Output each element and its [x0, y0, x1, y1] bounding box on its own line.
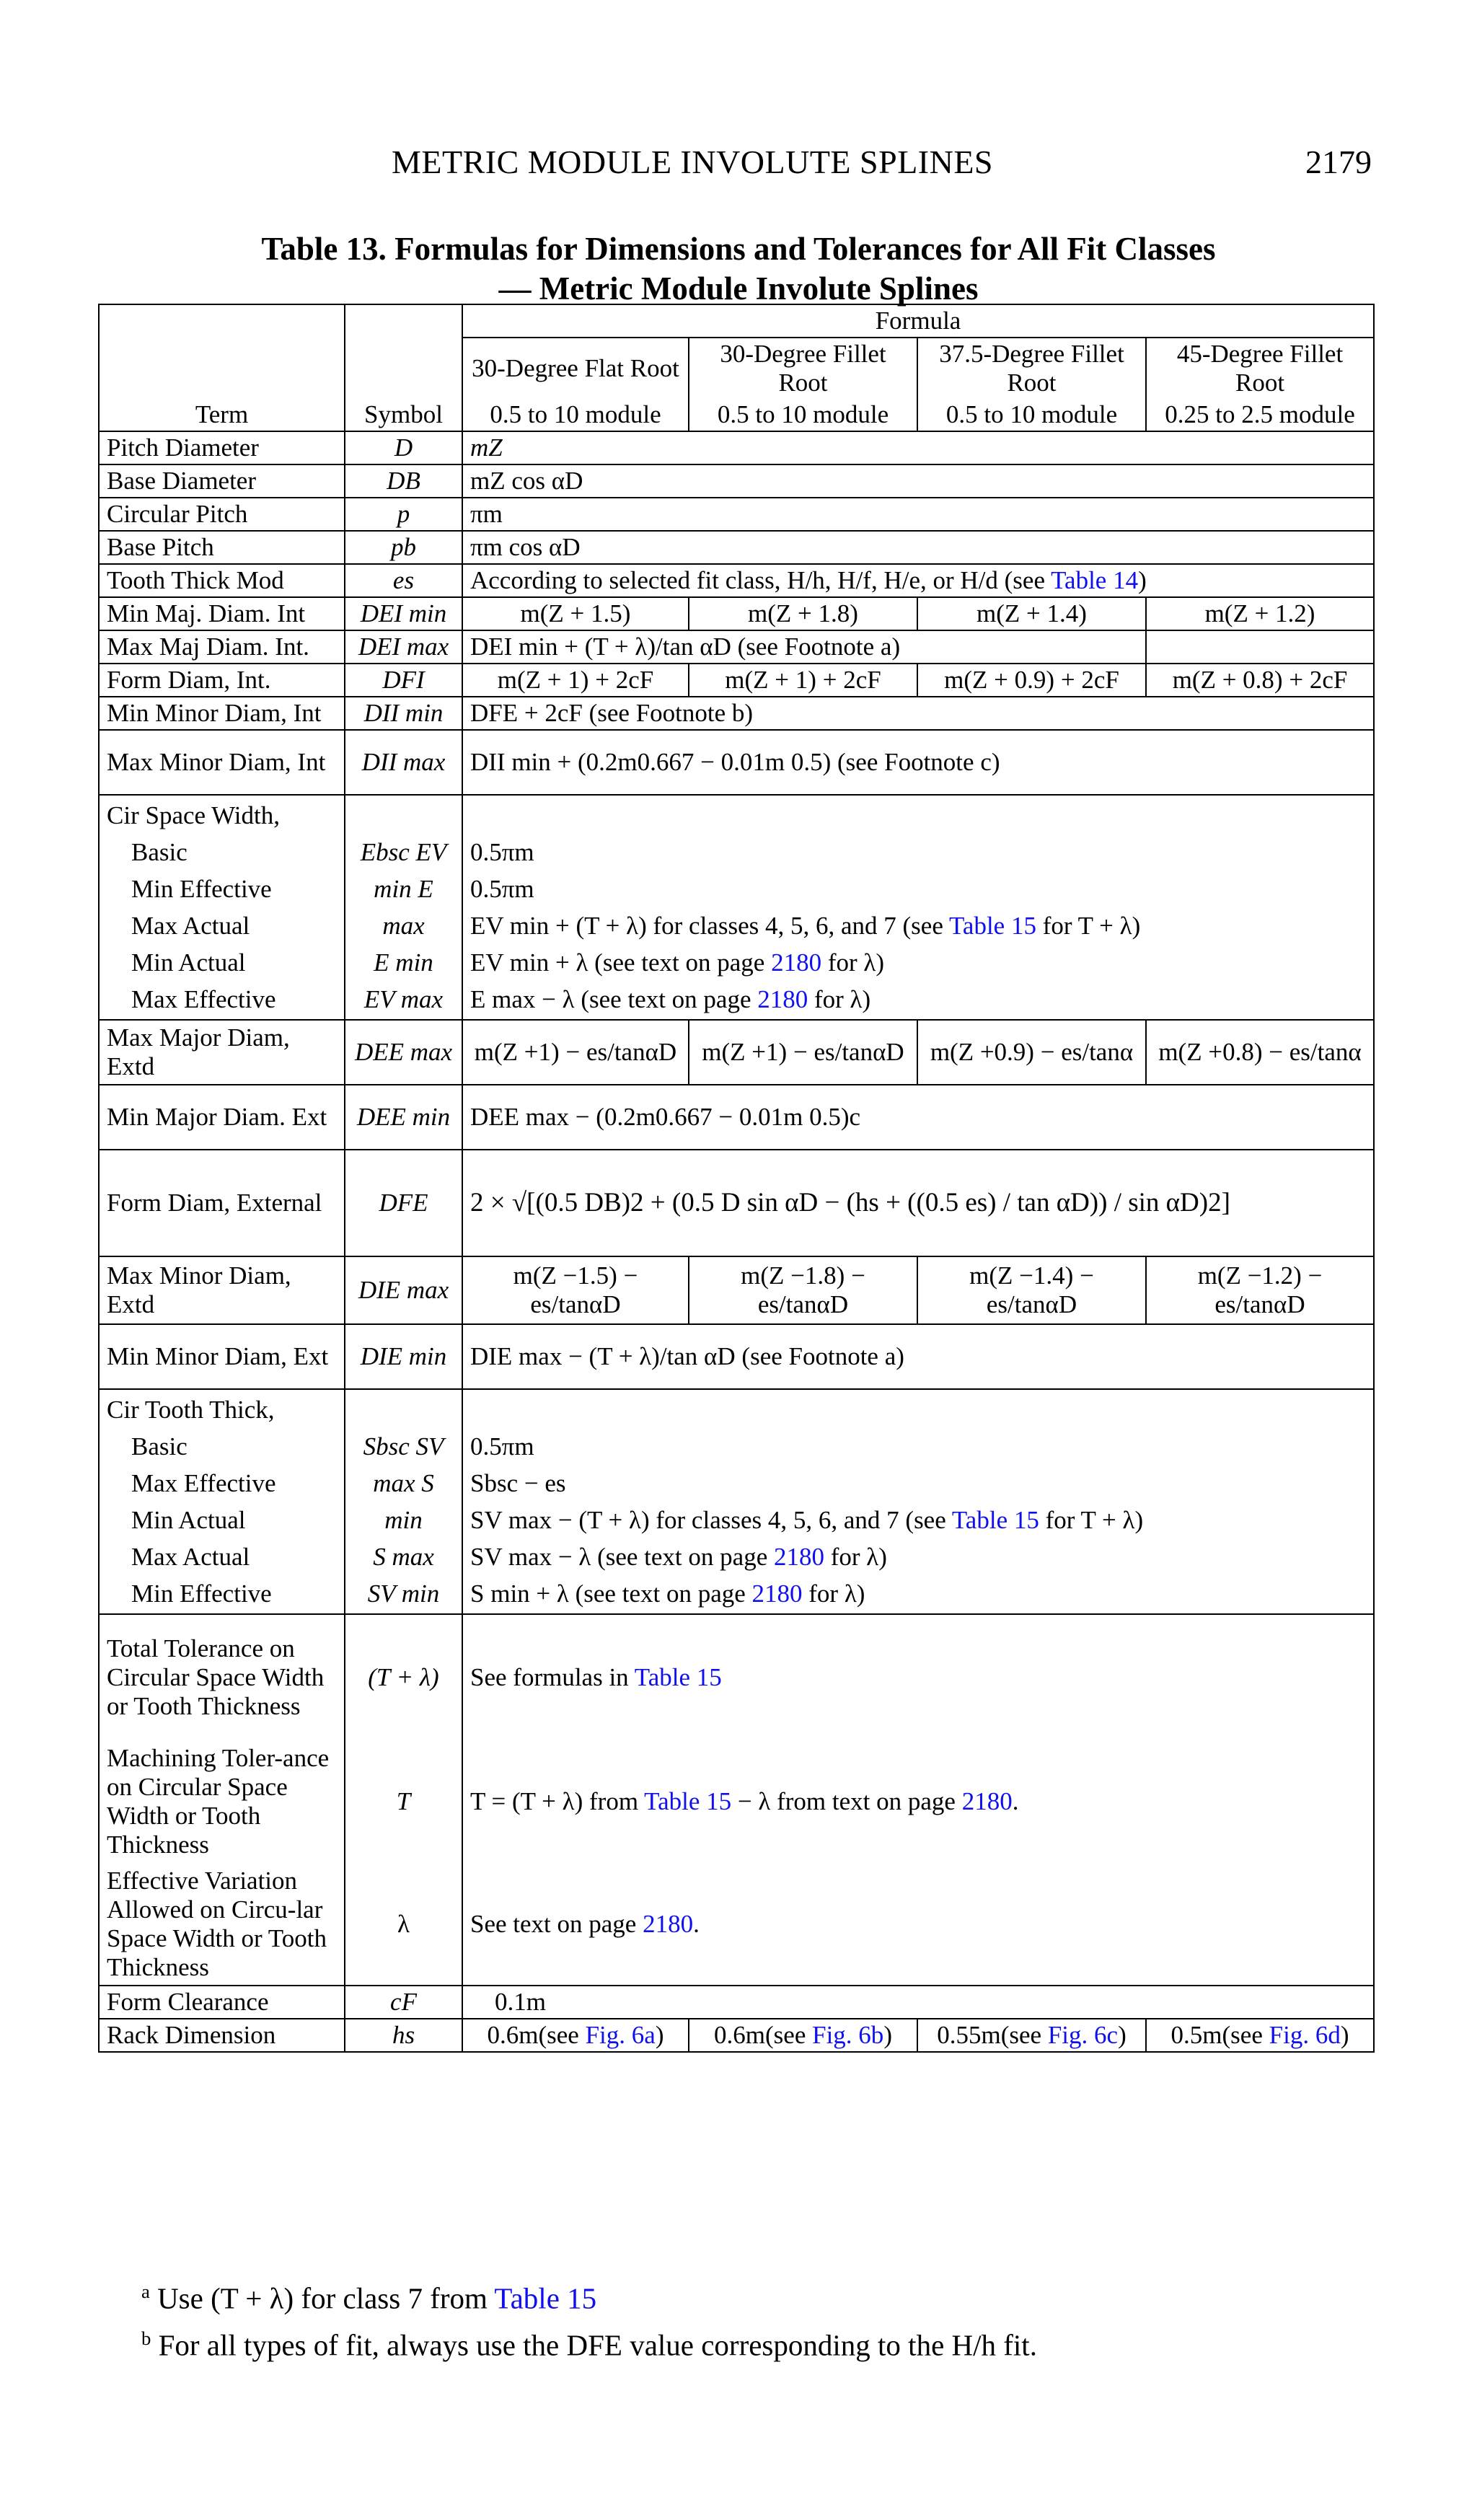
- footnotes: [141, 2272, 1037, 2365]
- table-row: [99, 1740, 1374, 1863]
- cir-tooth-thick-group: [99, 1389, 1374, 1614]
- page-header: [0, 143, 1477, 186]
- formula-cell: 0.5m(see Fig. 6d): [1146, 2019, 1374, 2052]
- root-type-header: 45-Degree Fillet Root: [1146, 338, 1374, 399]
- symbol-cell: [345, 795, 462, 1020]
- formulas-table: [98, 304, 1375, 2053]
- formula-line: 0.5πm: [470, 1432, 534, 1461]
- root-type-header: 30-Degree Flat Root: [462, 338, 689, 399]
- formula-cell: m(Z + 1) + 2cF: [462, 664, 689, 697]
- formula-cell: DII min + (0.2m0.667 − 0.01m 0.5) (see Footnote c): [462, 730, 1374, 795]
- formula-cell: m(Z −1.5) − es/tanαD: [462, 1256, 689, 1324]
- term-cell: Min Minor Diam, Ext: [99, 1324, 345, 1389]
- table-row: [99, 1020, 1374, 1085]
- term-cell: Pitch Diameter: [99, 431, 345, 464]
- symbol-line: S max: [373, 1543, 434, 1571]
- term-line: Min Actual: [131, 948, 246, 977]
- header-row-1: [99, 304, 1374, 338]
- formula-line: 0.5πm: [470, 875, 534, 903]
- formula-line: Sbsc − es: [470, 1469, 566, 1497]
- symbol-cell: DIE max: [345, 1256, 462, 1324]
- formula-cell: m(Z −1.4) − es/tanαD: [917, 1256, 1146, 1324]
- formula-header: Formula: [462, 304, 1374, 338]
- symbol-column-header: Symbol: [345, 304, 462, 431]
- symbol-cell: DII max: [345, 730, 462, 795]
- symbol-line: min: [384, 1506, 423, 1534]
- form-diam-formula-cell: 2 × √[(0.5 DB)2 + (0.5 D sin αD − (hs + ((0.5 es) / tan αD)) / sin αD)2]: [462, 1150, 1374, 1256]
- formula-cell: m(Z + 1.2): [1146, 597, 1374, 630]
- caption-line-2: — Metric Module Involute Splines: [498, 270, 979, 307]
- term-line: Min Actual: [131, 1506, 246, 1534]
- table-row: [99, 1614, 1374, 1740]
- formula-cell: DIE max − (T + λ)/tan αD (see Footnote a): [462, 1324, 1374, 1389]
- formula-cell: See formulas in Table 15: [462, 1614, 1374, 1740]
- term-cell: Max Maj Diam. Int.: [99, 630, 345, 664]
- formula-cell: m(Z +0.9) − es/tanα: [917, 1020, 1146, 1085]
- module-range-header: 0.5 to 10 module: [462, 399, 689, 431]
- symbol-cell: es: [345, 564, 462, 597]
- page-2180-link[interactable]: 2180: [773, 1543, 824, 1571]
- group-title: Cir Tooth Thick,: [107, 1396, 275, 1424]
- term-cell: Tooth Thick Mod: [99, 564, 345, 597]
- table-row: [99, 697, 1374, 730]
- fig-6a-link[interactable]: Fig. 6a: [585, 2021, 656, 2049]
- formula-cell: m(Z + 1.5): [462, 597, 689, 630]
- page-2180-link[interactable]: 2180: [771, 948, 822, 977]
- formula-cell: m(Z +1) − es/tanαD: [462, 1020, 689, 1085]
- term-cell: Max Minor Diam, Int: [99, 730, 345, 795]
- term-column-header: Term: [99, 304, 345, 431]
- symbol-cell: DIE min: [345, 1324, 462, 1389]
- formula-cell: T = (T + λ) from Table 15 − λ from text on page 2180.: [462, 1740, 1374, 1863]
- term-line: Max Actual: [131, 912, 250, 940]
- empty-cell: [1146, 630, 1374, 664]
- table-15-link[interactable]: Table 15: [634, 1663, 722, 1691]
- page-2180-link[interactable]: 2180: [643, 1909, 694, 1938]
- term-cell: Form Clearance: [99, 1986, 345, 2019]
- term-cell: [99, 795, 345, 1020]
- table-row: [99, 464, 1374, 498]
- root-type-header: 30-Degree Fillet Root: [689, 338, 917, 399]
- table-row: [99, 1150, 1374, 1256]
- formula-cell: πm: [462, 498, 1374, 531]
- symbol-cell: DFE: [345, 1150, 462, 1256]
- formula-line: 0.5πm: [470, 838, 534, 866]
- formula-cell: 0.6m(see Fig. 6a): [462, 2019, 689, 2052]
- table-row: [99, 630, 1374, 664]
- term-cell: Base Pitch: [99, 531, 345, 564]
- symbol-cell: (T + λ): [345, 1614, 462, 1740]
- term-line: Min Effective: [131, 1580, 272, 1608]
- footnote-a: $^a$ Use (T + λ) for class 7 from Table 15: [141, 2281, 597, 2315]
- symbol-cell: DEI max: [345, 630, 462, 664]
- table-row: [99, 664, 1374, 697]
- symbol-line: EV max: [363, 985, 444, 1013]
- formula-cell: m(Z + 0.9) + 2cF: [917, 664, 1146, 697]
- formula-cell: 0.55m(see Fig. 6c): [917, 2019, 1146, 2052]
- symbol-line: min E: [374, 875, 433, 903]
- formula-cell: mZ cos αD: [462, 464, 1374, 498]
- formula-text: ): [1138, 566, 1147, 594]
- formula-cell: mZ: [462, 431, 1374, 464]
- formula-cell: m(Z + 1.8): [689, 597, 917, 630]
- footnote-mark: b: [141, 2327, 151, 2349]
- formula-cell: m(Z +1) − es/tanαD: [689, 1020, 917, 1085]
- term-cell: Rack Dimension: [99, 2019, 345, 2052]
- symbol-cell: DII min: [345, 697, 462, 730]
- footnote-b: $^b$ For all types of fit, always use the DFE value corresponding to the H/h fit.: [141, 2327, 1037, 2362]
- symbol-line: E min: [374, 948, 433, 977]
- table-caption: [0, 229, 1477, 309]
- symbol-line: Sbsc SV: [363, 1432, 444, 1461]
- table-15-link[interactable]: Table 15: [951, 1506, 1039, 1534]
- module-range-header: 0.5 to 10 module: [917, 399, 1146, 431]
- formula-cell: m(Z −1.8) − es/tanαD: [689, 1256, 917, 1324]
- page-2180-link[interactable]: 2180: [961, 1787, 1013, 1815]
- formula-cell: m(Z +0.8) − es/tanα: [1146, 1020, 1374, 1085]
- fig-6d-link[interactable]: Fig. 6d: [1269, 2021, 1341, 2049]
- formula-line: EV min + λ (see text on page 2180 for λ): [470, 948, 885, 977]
- symbol-cell: [345, 1389, 462, 1614]
- symbol-cell: λ: [345, 1863, 462, 1986]
- term-cell: Min Major Diam. Ext: [99, 1085, 345, 1150]
- formula-line: E max − λ (see text on page 2180 for λ): [470, 985, 871, 1013]
- term-cell: Machining Toler-ance on Circular Space Width or Tooth Thickness: [99, 1740, 345, 1863]
- term-line: Basic: [131, 838, 188, 866]
- formula-cell: [462, 564, 1374, 597]
- term-cell: Base Diameter: [99, 464, 345, 498]
- table-15-link[interactable]: Table 15: [494, 2281, 597, 2315]
- symbol-cell: DEE min: [345, 1085, 462, 1150]
- symbol-line: max: [382, 912, 425, 940]
- formula-line: S min + λ (see text on page 2180 for λ): [470, 1580, 865, 1608]
- page-2180-link[interactable]: 2180: [757, 985, 808, 1013]
- formula-cell: πm cos αD: [462, 531, 1374, 564]
- table-row: [99, 1986, 1374, 2019]
- term-cell: Min Maj. Diam. Int: [99, 597, 345, 630]
- formula-line: SV max − (T + λ) for classes 4, 5, 6, and 7 (see Table 15 for T + λ): [470, 1506, 1144, 1534]
- formula-cell: See text on page 2180.: [462, 1863, 1374, 1986]
- page-2180-link[interactable]: 2180: [751, 1580, 803, 1608]
- symbol-line: Ebsc EV: [360, 838, 447, 866]
- term-line: Basic: [131, 1432, 188, 1461]
- table-row: [99, 2019, 1374, 2052]
- term-cell: Total Tolerance on Circular Space Width or Tooth Thickness: [99, 1614, 345, 1740]
- formula-cell: [462, 795, 1374, 1020]
- symbol-cell: DFI: [345, 664, 462, 697]
- formula-cell: DEE max − (0.2m0.667 − 0.01m 0.5)c: [462, 1085, 1374, 1150]
- table-row: [99, 1256, 1374, 1324]
- formula-cell: m(Z + 1.4): [917, 597, 1146, 630]
- table-row: [99, 1863, 1374, 1986]
- term-line: Max Effective: [131, 985, 276, 1013]
- table-15-link[interactable]: Table 15: [948, 912, 1036, 940]
- formula-cell: DFE + 2cF (see Footnote b): [462, 697, 1374, 730]
- formula-text: According to selected fit class, H/h, H/f, H/e, or H/d (see: [470, 566, 1051, 594]
- module-range-header: 0.5 to 10 module: [689, 399, 917, 431]
- table-row: [99, 564, 1374, 597]
- fig-6b-link[interactable]: Fig. 6b: [812, 2021, 884, 2049]
- table-row: [99, 597, 1374, 630]
- formula-line: EV min + (T + λ) for classes 4, 5, 6, and 7 (see Table 15 for T + λ): [470, 912, 1141, 940]
- formula-cell: m(Z −1.2) − es/tanαD: [1146, 1256, 1374, 1324]
- term-line: Min Effective: [131, 875, 272, 903]
- table-row: [99, 431, 1374, 464]
- symbol-cell: DB: [345, 464, 462, 498]
- table-row: [99, 1085, 1374, 1150]
- formula-cell: [462, 1389, 1374, 1614]
- formula-line: SV max − λ (see text on page 2180 for λ): [470, 1543, 887, 1571]
- formula-cell: m(Z + 0.8) + 2cF: [1146, 664, 1374, 697]
- symbol-cell: DEE max: [345, 1020, 462, 1085]
- table-14-link[interactable]: Table 14: [1051, 566, 1139, 594]
- page-number: 2179: [1305, 144, 1372, 180]
- formula-cell: m(Z + 1) + 2cF: [689, 664, 917, 697]
- term-line: Max Actual: [131, 1543, 250, 1571]
- term-cell: Form Diam, Int.: [99, 664, 345, 697]
- table-15-link[interactable]: Table 15: [644, 1787, 732, 1815]
- symbol-cell: cF: [345, 1986, 462, 2019]
- symbol-cell: hs: [345, 2019, 462, 2052]
- table-row: [99, 498, 1374, 531]
- root-type-header: 37.5-Degree Fillet Root: [917, 338, 1146, 399]
- term-cell: Circular Pitch: [99, 498, 345, 531]
- symbol-cell: p: [345, 498, 462, 531]
- symbol-cell: D: [345, 431, 462, 464]
- cir-space-width-group: [99, 795, 1374, 1020]
- fig-6c-link[interactable]: Fig. 6c: [1047, 2021, 1119, 2049]
- formula-cell: DEI min + (T + λ)/tan αD (see Footnote a): [462, 630, 1146, 664]
- table-row: [99, 1324, 1374, 1389]
- term-line: Max Effective: [131, 1469, 276, 1497]
- symbol-line: max S: [373, 1469, 434, 1497]
- table-row: [99, 730, 1374, 795]
- term-cell: Form Diam, External: [99, 1150, 345, 1256]
- symbol-cell: pb: [345, 531, 462, 564]
- term-cell: Max Minor Diam, Extd: [99, 1256, 345, 1324]
- term-cell: Effective Variation Allowed on Circu-lar Space Width or Tooth Thickness: [99, 1863, 345, 1986]
- formula-cell: 0.6m(see Fig. 6b): [689, 2019, 917, 2052]
- symbol-cell: T: [345, 1740, 462, 1863]
- caption-line-1: Table 13. Formulas for Dimensions and Tolerances for All Fit Classes: [261, 231, 1216, 267]
- term-cell: Max Major Diam, Extd: [99, 1020, 345, 1085]
- term-cell: [99, 1389, 345, 1614]
- term-cell: Min Minor Diam, Int: [99, 697, 345, 730]
- group-title: Cir Space Width,: [107, 801, 280, 829]
- symbol-line: SV min: [367, 1580, 440, 1608]
- running-title: METRIC MODULE INVOLUTE SPLINES: [392, 144, 994, 180]
- formula-cell: 0.1m: [462, 1986, 1374, 2019]
- table-row: [99, 531, 1374, 564]
- footnote-mark: a: [141, 2281, 150, 2302]
- module-range-header: 0.25 to 2.5 module: [1146, 399, 1374, 431]
- symbol-cell: DEI min: [345, 597, 462, 630]
